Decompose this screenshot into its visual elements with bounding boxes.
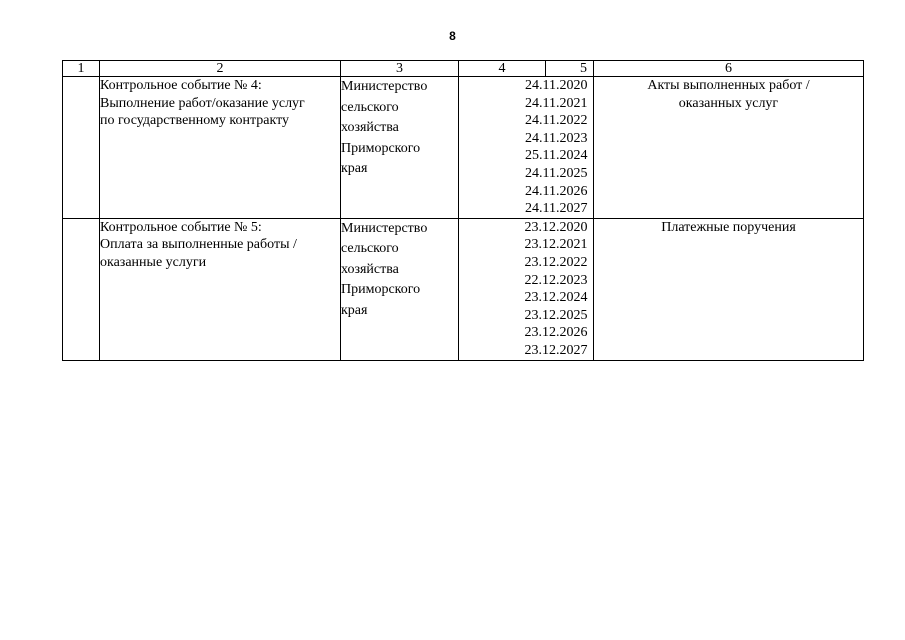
responsible-line: Приморского [341, 140, 421, 156]
control-events-table [62, 60, 864, 361]
responsible-cell [341, 218, 459, 360]
table-row [63, 77, 864, 219]
event-title-cell [100, 218, 341, 360]
event-title-line: Контрольное событие № 5: [100, 219, 262, 235]
column-header-2: 2 [100, 61, 341, 77]
row-number-cell [63, 218, 100, 360]
event-title-line: оказанные услуги [100, 254, 207, 270]
table-row [63, 218, 864, 360]
date-value: 24.11.2020 [525, 78, 588, 93]
date-value: 23.12.2020 [524, 219, 588, 235]
responsible-line: края [341, 302, 368, 318]
date-value: 23.12.2026 [524, 325, 588, 341]
result-document-line: Платежные поручения [661, 219, 796, 235]
dates-cell [459, 218, 588, 360]
event-title-line: Оплата за выполненные работы / [100, 237, 297, 253]
result-document-cell [594, 218, 864, 360]
result-document-cell [594, 77, 864, 219]
responsible-line: сельского [341, 241, 399, 257]
date-value: 23.12.2025 [524, 307, 588, 323]
column-header-5: 5 [546, 61, 594, 77]
event-title-line: по государственному контракту [100, 113, 290, 129]
column-header-3: 3 [341, 61, 459, 77]
responsible-line: края [341, 161, 368, 176]
date-value: 23.12.2022 [524, 254, 588, 270]
responsible-line: Министерство [341, 79, 428, 94]
event-title-line: Контрольное событие № 4: [100, 78, 262, 93]
date-value: 23.12.2027 [524, 342, 588, 358]
date-value: 24.11.2026 [525, 183, 588, 199]
result-document-line: оказанных услуг [678, 95, 779, 111]
responsible-line: Приморского [341, 282, 421, 298]
date-value: 23.12.2024 [524, 290, 588, 306]
event-title-line: Выполнение работ/оказание услуг [100, 95, 305, 111]
responsible-cell [341, 77, 459, 219]
date-value: 22.12.2023 [524, 272, 588, 288]
column-header-4: 4 [459, 61, 546, 77]
responsible-line: сельского [341, 99, 399, 115]
date-value: 23.12.2021 [524, 237, 588, 253]
responsible-line: Министерство [341, 220, 428, 236]
date-value: 24.11.2021 [525, 95, 588, 111]
event-title-cell [100, 77, 341, 219]
date-value: 24.11.2023 [525, 130, 588, 146]
result-document-line: Акты выполненных работ / [647, 78, 810, 93]
column-header-6: 6 [594, 61, 864, 77]
dates-cell [459, 77, 588, 219]
row-number-cell [63, 77, 100, 219]
responsible-line: хозяйства [341, 120, 399, 135]
date-value: 24.11.2027 [525, 201, 588, 217]
responsible-line: хозяйства [341, 261, 399, 277]
date-value: 24.11.2025 [525, 165, 588, 181]
column-header-1: 1 [63, 61, 100, 77]
date-value: 25.11.2024 [525, 148, 588, 164]
page-number: 8 [449, 29, 456, 43]
date-value: 24.11.2022 [525, 113, 588, 129]
table-header-row [63, 61, 864, 77]
